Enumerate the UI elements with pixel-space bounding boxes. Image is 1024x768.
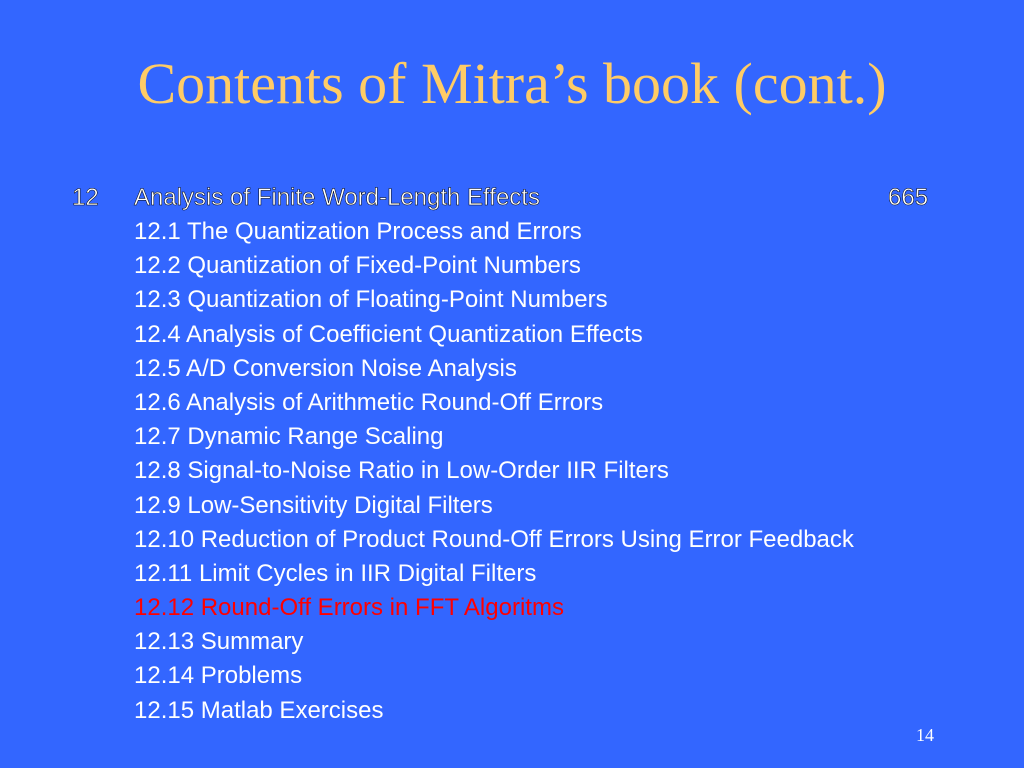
slide-page-number: 14 <box>916 725 934 745</box>
section-item: 12.3 Quantization of Floating-Point Numbers <box>134 286 608 314</box>
chapter-number: 12 <box>72 184 99 211</box>
section-item-highlighted: 12.12 Round-Off Errors in FFT Algoritms <box>134 594 564 622</box>
section-item: 12.10 Reduction of Product Round-Off Errors Using Error Feedback <box>134 525 854 553</box>
section-item: 12.11 Limit Cycles in IIR Digital Filters <box>134 559 537 587</box>
section-item: 12.7 Dynamic Range Scaling <box>134 423 444 451</box>
section-item: 12.14 Problems <box>134 662 303 690</box>
section-item: 12.9 Low-Sensitivity Digital Filters <box>134 491 493 519</box>
section-item: 12.8 Signal-to-Noise Ratio in Low-Order IIR Filters <box>134 457 669 485</box>
section-list <box>134 215 854 728</box>
section-item: 12.15 Matlab Exercises <box>134 696 384 724</box>
section-item: 12.4 Analysis of Coefficient Quantization Effects <box>134 320 643 348</box>
section-item: 12.6 Analysis of Arithmetic Round-Off Errors <box>134 388 604 416</box>
chapter-title: Analysis of Finite Word-Length Effects <box>134 184 540 211</box>
section-item: 12.2 Quantization of Fixed-Point Numbers <box>134 252 581 280</box>
chapter-page: 665 <box>888 184 929 211</box>
section-item: 12.13 Summary <box>134 628 304 656</box>
section-item: 12.1 The Quantization Process and Errors <box>134 218 582 245</box>
slide-title: Contents of Mitra’s book (cont.) <box>137 51 887 116</box>
chapter-heading <box>72 181 952 215</box>
section-item: 12.5 A/D Conversion Noise Analysis <box>134 354 517 382</box>
